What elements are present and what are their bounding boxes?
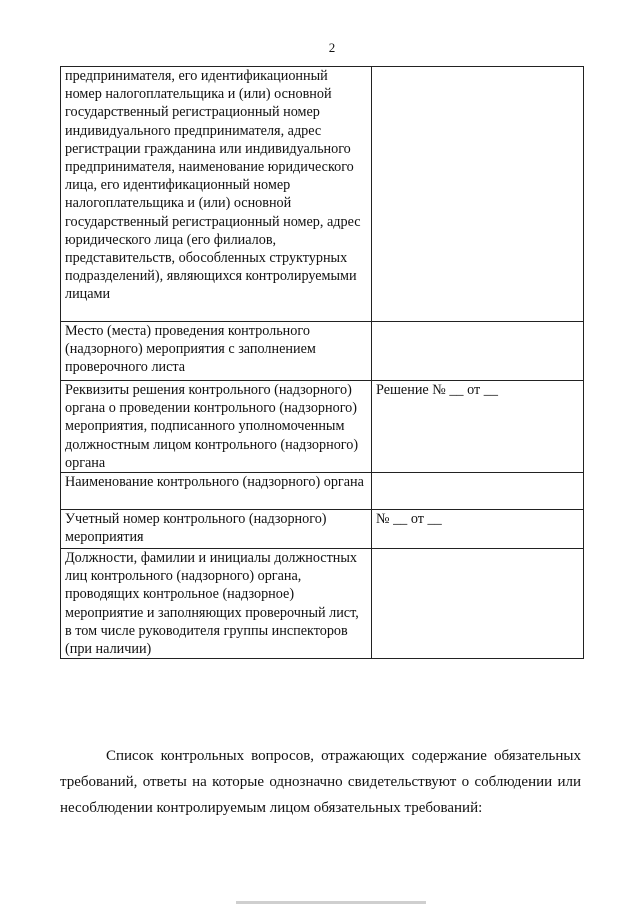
scan-edge-mark (236, 901, 426, 904)
checklist-details-table (60, 66, 584, 659)
row-value (372, 473, 584, 510)
control-questions-intro: Список контрольных вопросов, отражающих содержание обязательных требований, ответы на которые однозначно свидетельствуют о соблюдении или несоблюдении контролируемым лицом обязательных требований: (60, 748, 581, 816)
table-row (61, 322, 584, 381)
table-row (61, 510, 584, 549)
row-value: № __ от __ (372, 510, 584, 549)
row-value (372, 549, 584, 659)
row-label: Наименование контрольного (надзорного) органа (61, 473, 372, 510)
row-label: Реквизиты решения контрольного (надзорного) органа о проведении контрольного (надзорного) мероприятия, подписанного уполномоченным должностным лицом контрольного (надзорного) органа (61, 381, 372, 473)
page-number: 2 (328, 40, 336, 55)
table-row (61, 67, 584, 322)
table-row (61, 549, 584, 659)
row-value (372, 67, 584, 322)
row-label: Учетный номер контрольного (надзорного) мероприятия (61, 510, 372, 549)
row-label: предпринимателя, его идентификационный номер налогоплательщика и (или) основной государственный регистрационный номер индивидуального предпринимателя, адрес регистрации гражданина или индивидуального предпринимателя, наименование юридического лица, его идентификационный номер налогоплательщика и (или) основной государственный регистрационный номер, адрес юридического лица (его филиалов, представительств, обособленных структурных подразделений), являющихся контролируемыми лицами (61, 67, 372, 322)
row-value: Решение № __ от __ (372, 381, 584, 473)
row-label: Место (места) проведения контрольного (надзорного) мероприятия с заполнением проверочного листа (61, 322, 372, 381)
row-value (372, 322, 584, 381)
row-label: Должности, фамилии и инициалы должностных лиц контрольного (надзорного) органа, проводящих контрольное (надзорное) мероприятие и заполняющих проверочный лист, в том числе руководителя группы инспекторов (при наличии) (61, 549, 372, 659)
table-row (61, 381, 584, 473)
table-row (61, 473, 584, 510)
